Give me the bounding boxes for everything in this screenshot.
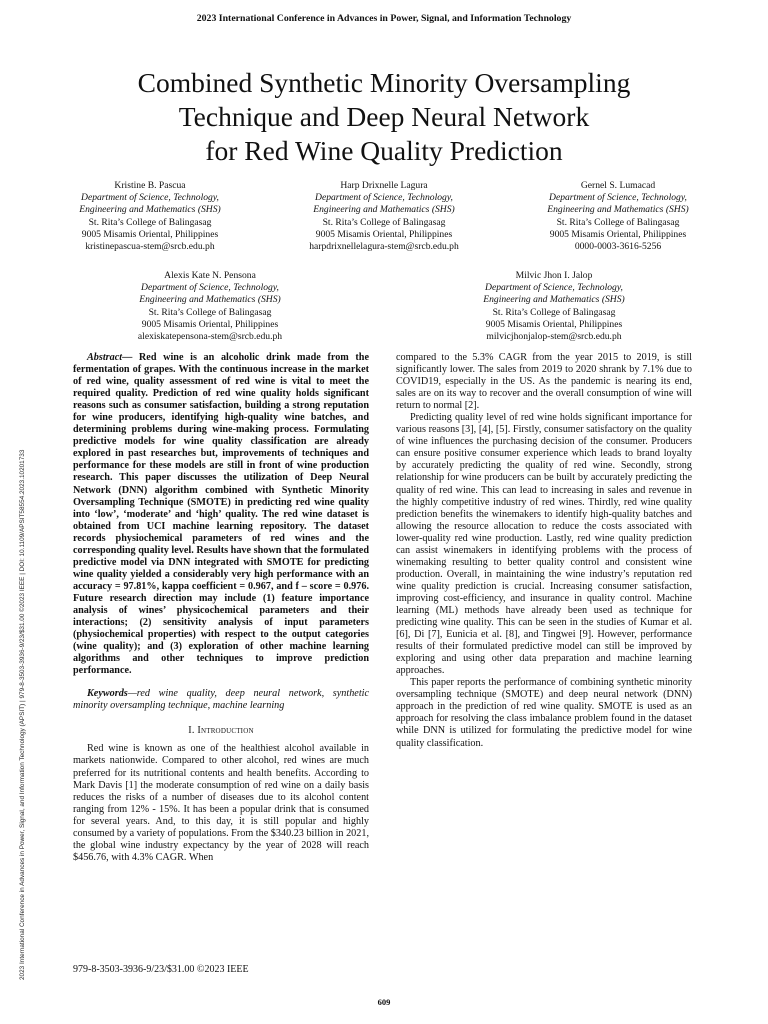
- author-block: [40, 180, 260, 253]
- author-email: alexiskatepensona-stem@srcb.edu.ph: [137, 331, 283, 343]
- author-department: Department of Science, Technology,: [315, 192, 453, 204]
- body-paragraph: This paper reports the performance of combining synthetic minority oversampling technique (SMOTE) and deep neural network (DNN) approach in the prediction of red wine quality. SMOTE is used as an approach for resolving the class imbalance problem found in the dataset while DNN is utilized for formulating the predictive model for wine quality classification.: [396, 677, 692, 749]
- author-block: [454, 270, 654, 343]
- author-department: Engineering and Mathematics (SHS): [313, 204, 455, 216]
- author-name: Milvic Jhon I. Jalop: [515, 270, 593, 281]
- abstract-text: — Red wine is an alcoholic drink made from the fermentation of grapes. With the continuous increase in the market of red wine, quality assessment of red wine is vital to meet the required quality. Prediction of red wine quality holds significant reasons such as consumer satisfaction, building a strong reputation for wine producers, identifying high-quality wine batches, and determining problems during wine-making process. Formulating predictive models for wine quality classification are already explored in past researches but, improvements of techniques and performance for these models are still in front of wine production research. This paper discusses the utilization of Deep Neural Network (DNN) algorithm combined with Synthetic Minority Oversampling Technique (SMOTE) in predicting red wine quality into ‘low’, ‘moderate’ and ‘high’ quality. The red wine dataset is obtained from UCI machine learning repository. The dataset records physiochemical parameters of red wines and the corresponding quality level. Results have shown that the formulated predictive model via DNN integrated with SMOTE for predicting wine quality yielded a considerably very high performance with an accuracy = 97.81%, kappa coefficient = 0.967, and f – score = 0.976. Future research direction may include (1) feature importance analysis of wines’ physicochemical parameters and their interactions; (2) sensitivity analysis of input parameters (physiochemical properties) with respect to the output categories (wine quality); and (3) exploration of other machine learning algorithms and other techniques to improve prediction performance.: [73, 352, 369, 677]
- author-department: Department of Science, Technology,: [81, 192, 219, 204]
- keywords: [73, 688, 369, 712]
- title-line-2: Technique and Deep Neural Network: [178, 101, 590, 132]
- author-department: Engineering and Mathematics (SHS): [483, 294, 625, 306]
- author-name: Kristine B. Pascua: [114, 180, 186, 191]
- author-email: kristinepascua-stem@srcb.edu.ph: [85, 241, 215, 253]
- author-email: harpdrixnellelagura-stem@srcb.edu.ph: [309, 241, 459, 253]
- author-department: Department of Science, Technology,: [141, 282, 279, 294]
- author-address: 9005 Misamis Oriental, Philippines: [81, 228, 219, 240]
- author-block: [508, 180, 728, 253]
- author-block: [110, 270, 310, 343]
- author-email: milvicjhonjalop-stem@srcb.edu.ph: [486, 331, 622, 343]
- title-line-1: Combined Synthetic Minority Oversampling: [137, 67, 631, 98]
- body-paragraph: Red wine is known as one of the healthiest alcohol available in markets nationwide. Compared to other alcohol, red wines are much preferred for its nutritional contents and health benefits. According to Mark Davis [1] the moderate consumption of red wine on a daily basis reduces the risks of a number of diseases due to its alcohol content ranging from 12% - 15%. It has been a popular drink that is consumed for several years. And, to this day, it is still popular and highly consumed by a variety of populations. From the $340.23 billion in 2021, the global wine industry expectancy by the year of 2028 will reach $456.76, with 4.3% CAGR. When: [73, 743, 369, 863]
- author-name: Alexis Kate N. Pensona: [164, 270, 256, 281]
- abstract-label: Abstract: [87, 352, 123, 363]
- title-line-3: for Red Wine Quality Prediction: [205, 135, 563, 166]
- author-name: Harp Drixnelle Lagura: [340, 180, 428, 191]
- author-name: Gernel S. Lumacad: [580, 180, 656, 191]
- author-affiliation: St. Rita’s College of Balingasag: [492, 306, 616, 318]
- author-block: [264, 180, 504, 253]
- author-orcid: 0000-0003-3616-5256: [574, 241, 662, 253]
- conference-header: 2023 International Conference in Advances in Power, Signal, and Information Technology: [196, 13, 572, 24]
- keywords-label: Keywords: [87, 688, 128, 700]
- author-department: Engineering and Mathematics (SHS): [547, 204, 689, 216]
- body-paragraph: Predicting quality level of red wine holds significant importance for various reasons [3], [4], [5]. Firstly, consumer satisfactory on the quality of wine influences the purchasing decision of the consumer. Producers can ensure positive consumer experience which leads to brand loyalty by accurately predicting the quality of red wine. Secondly, strong relationship for wine producers can be built by accurately predicting the quality of red wine. This can lead to increasing in sales and revenue in the highly competitive industry of red wines. Thirdly, red wine quality prediction benefits the winemakers to identify high-quality batches and allowing the resource allocation to reduce the costs associated with lower-quality red wine production. Lastly, red wine quality prediction can assist winemakers in identifying problems with the process of winemaking resulting to better quality control and consistent wine production. Overall, in maintaining the wine industry’s reputation red wine quality prediction is crucial. Increasing consumer satisfaction, improving cost-efficiency, and insurance in quality control. Machine learning (ML) methods have already been used as technique for predicting wine quality. This can be seen in the studies of Kumar et al. [6], Di [7], Eunicia et al. [8], and Tingwei [9]. However, performance results of their formulated predictive model can still be improved by exploring and using other data preparation and machine learning approaches.: [396, 412, 692, 677]
- page-number: 609: [377, 997, 391, 1007]
- author-address: 9005 Misamis Oriental, Philippines: [315, 228, 453, 240]
- section-heading-introduction: I. Introduction: [188, 725, 254, 737]
- author-address: 9005 Misamis Oriental, Philippines: [549, 228, 687, 240]
- left-column: [73, 352, 369, 864]
- author-address: 9005 Misamis Oriental, Philippines: [485, 318, 623, 330]
- author-department: Department of Science, Technology,: [485, 282, 623, 294]
- author-affiliation: St. Rita’s College of Balingasag: [322, 216, 446, 228]
- doi-sidebar: 2023 International Conference in Advances in Power, Signal, and Information Technology (APSIT) | 979-8-3503-3936-9/23/$31.00 ©2023 IEEE | DOI: 10.1109/APSIT58554.2023.10201733: [19, 449, 26, 980]
- keywords-text: —red wine quality, deep neural network, synthetic minority oversampling technique, machine learning: [73, 688, 369, 712]
- author-department: Department of Science, Technology,: [549, 192, 687, 204]
- paper-title: [60, 66, 708, 168]
- author-department: Engineering and Mathematics (SHS): [79, 204, 221, 216]
- right-column: [396, 352, 692, 750]
- author-affiliation: St. Rita’s College of Balingasag: [88, 216, 212, 228]
- author-department: Engineering and Mathematics (SHS): [139, 294, 281, 306]
- abstract: [73, 352, 369, 677]
- author-affiliation: St. Rita’s College of Balingasag: [148, 306, 272, 318]
- author-affiliation: St. Rita’s College of Balingasag: [556, 216, 680, 228]
- author-address: 9005 Misamis Oriental, Philippines: [141, 318, 279, 330]
- footer-copyright: 979-8-3503-3936-9/23/$31.00 ©2023 IEEE: [73, 964, 249, 975]
- body-paragraph-continued: compared to the 5.3% CAGR from the year 2015 to 2019, is still significantly lower. The sales from 2019 to 2020 shrank by 7.1% due to COVID19, especially in the US. As the pandemic is nearing its end, sales are on its way to recover and the overall consumption of wine will return to normal [2].: [396, 352, 692, 412]
